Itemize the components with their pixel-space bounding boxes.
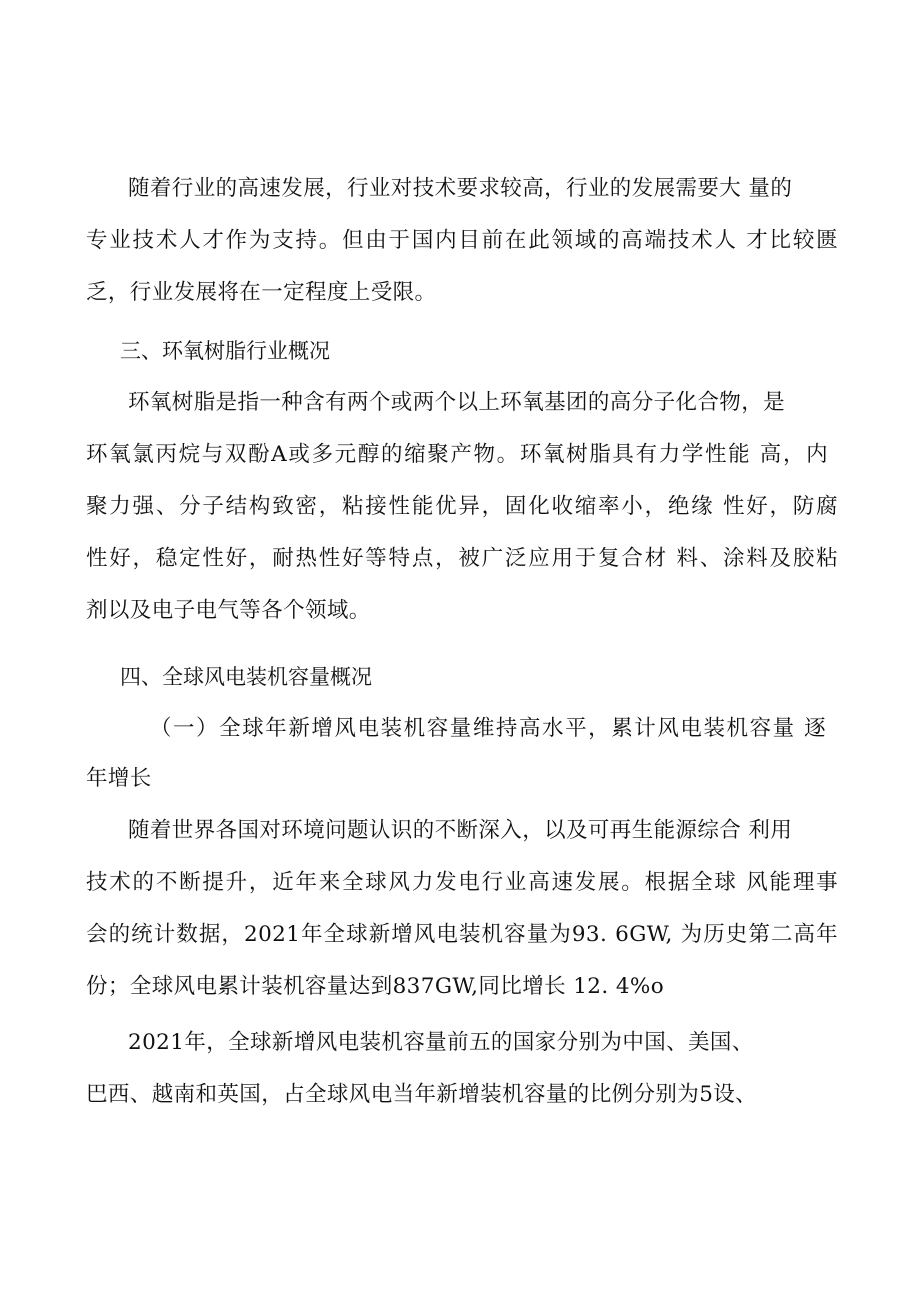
paragraph-line: 技术的不断提升，近年来全球风力发电行业高速发展。根据全球 风能理事 xyxy=(86,870,838,895)
subheading-line: 年增长 xyxy=(86,766,152,791)
paragraph-line: 随着行业的高速发展，行业对技术要求较高，行业的发展需要大 量的 xyxy=(128,176,793,201)
paragraph-line: 随着世界各国对环境问题认识的不断深入，以及可再生能源综合 利用 xyxy=(128,818,793,843)
paragraph-line: 专业技术人才作为支持。但由于国内目前在此领域的高端技术人 才比较匮 xyxy=(86,228,838,253)
subheading-line: （一）全球年新增风电装机容量维持高水平，累计风电装机容量 逐 xyxy=(150,716,826,741)
paragraph-line: 份；全球风电累计装机容量达到837GW,同比增长 12. 4%o xyxy=(86,974,665,999)
paragraph-line: 性好，稳定性好，耐热性好等特点，被广泛应用于复合材 料、涂料及胶粘 xyxy=(86,546,838,571)
paragraph-line: 2021年，全球新增风电装机容量前五的国家分别为中国、美国、 xyxy=(128,1030,754,1055)
section-heading: 三、环氧树脂行业概况 xyxy=(120,339,330,363)
paragraph-line: 巴西、越南和英国，占全球风电当年新增装机容量的比例分别为5设、 xyxy=(86,1082,758,1107)
paragraph-line: 聚力强、分子结构致密，粘接性能优异，固化收缩率小，绝缘 性好，防腐 xyxy=(86,494,838,519)
paragraph-line: 剂以及电子电气等各个领域。 xyxy=(86,598,371,623)
paragraph-line: 乏，行业发展将在一定程度上受限。 xyxy=(86,280,437,305)
paragraph-line: 会的统计数据，2021年全球新增风电装机容量为93. 6GW, 为历史第二高年 xyxy=(86,922,838,947)
section-heading: 四、全球风电装机容量概况 xyxy=(120,665,372,689)
paragraph-line: 环氧氯丙烷与双酚A或多元醇的缩聚产物。环氧树脂具有力学性能 高，内 xyxy=(86,442,828,467)
paragraph-line: 环氧树脂是指一种含有两个或两个以上环氧基团的高分子化合物，是 xyxy=(128,390,786,415)
